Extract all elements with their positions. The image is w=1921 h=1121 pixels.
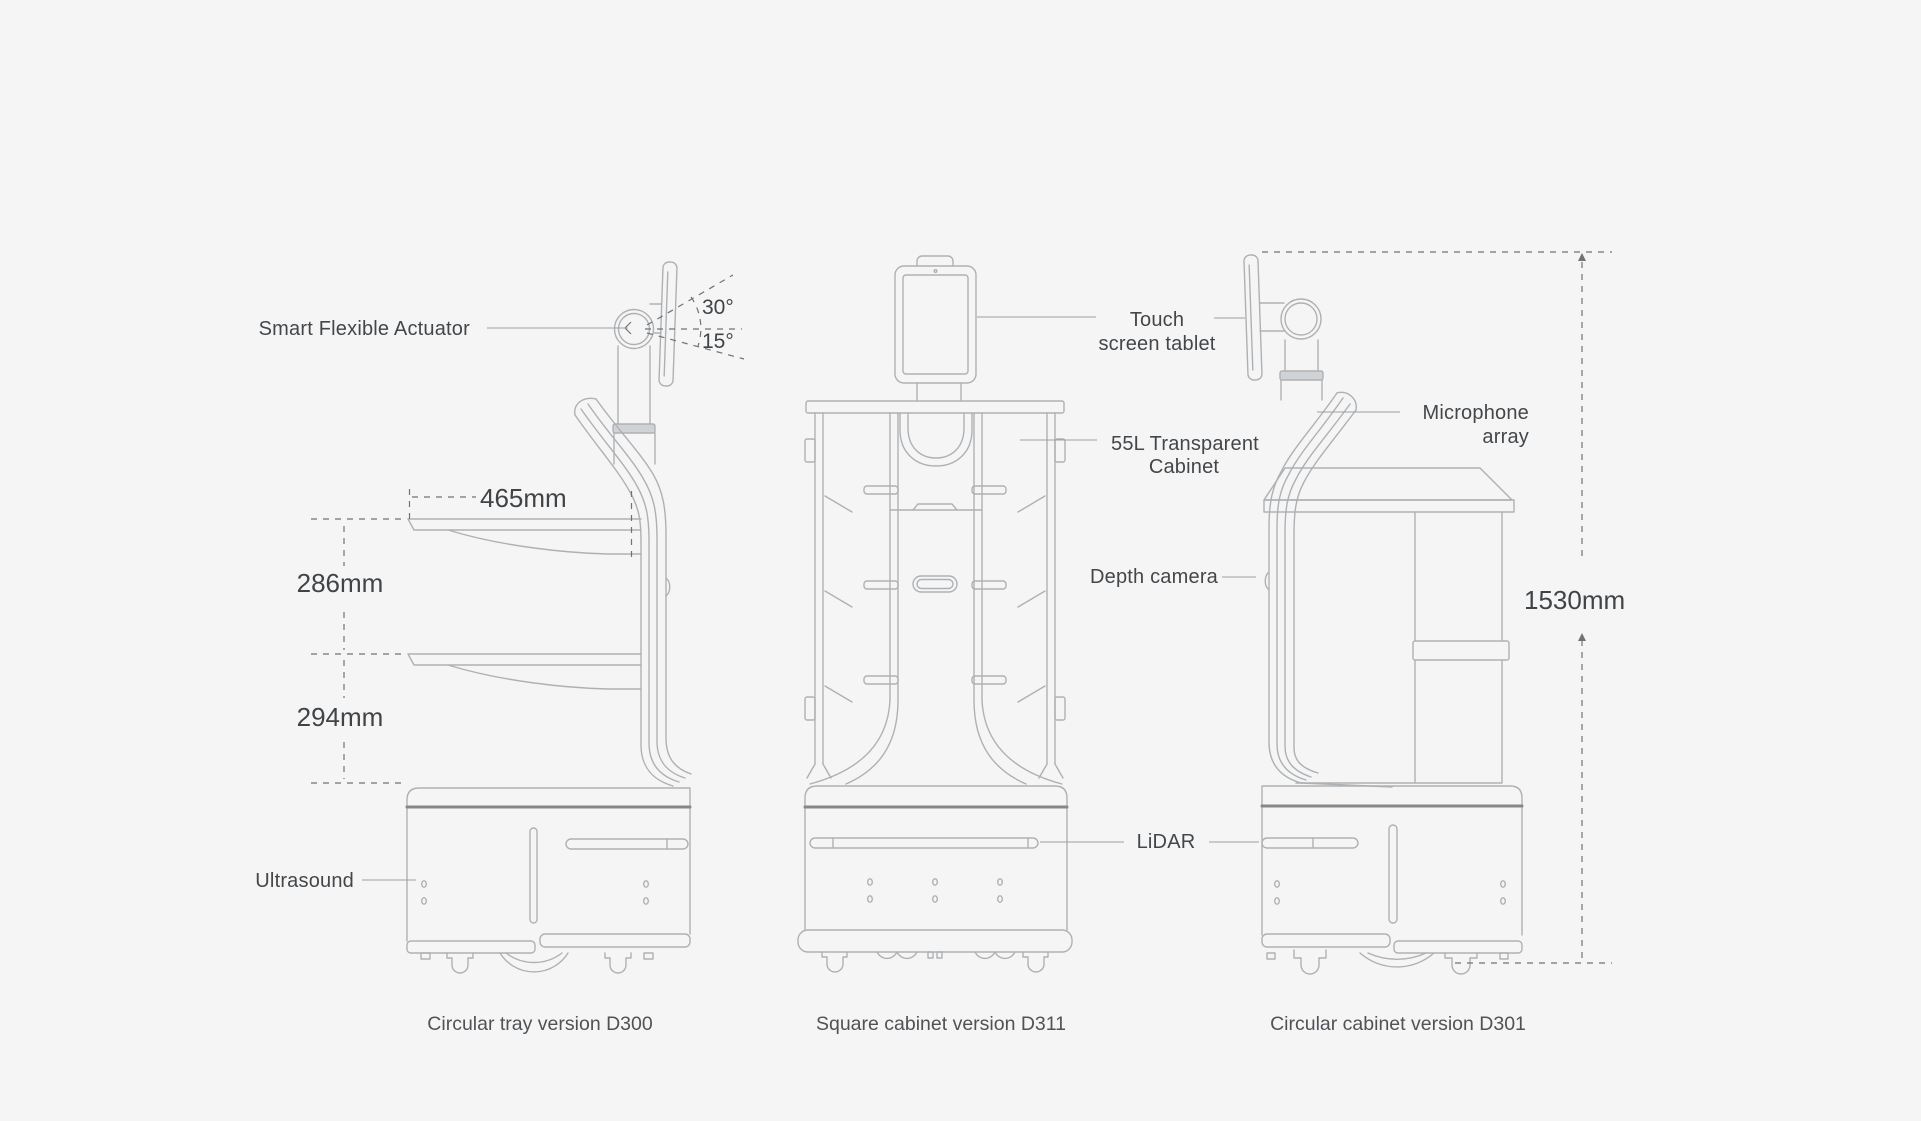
- dim-tray-gap-upper: 286mm: [296, 568, 384, 598]
- d300-tablet-icon: [659, 262, 677, 386]
- label-touch-screen-tablet-line1: Touch: [1129, 309, 1185, 331]
- d300-tray-lower: [408, 654, 641, 689]
- d301-back-spine-microphone-array: [1265, 392, 1392, 787]
- label-smart-flexible-actuator: Smart Flexible Actuator: [258, 318, 470, 340]
- d311-shelves: [825, 486, 1045, 702]
- d301-actuator-icon: [1281, 299, 1321, 339]
- label-ultrasound: Ultrasound: [255, 870, 354, 892]
- d311-depth-camera-icon: [913, 576, 957, 592]
- d301-tablet-icon: [1244, 255, 1262, 380]
- d301-handle: [1413, 641, 1509, 660]
- d301-lidar-slot: [1262, 838, 1358, 848]
- dim-tray-width: 465mm: [480, 483, 567, 513]
- label-lidar: LiDAR: [1136, 831, 1196, 853]
- label-microphone-array-line2: array: [1482, 426, 1529, 448]
- d300-tray-upper: [408, 519, 641, 554]
- robot-d301-drawing: [1244, 255, 1522, 974]
- caption-d311: Square cabinet version D311: [815, 1013, 1067, 1035]
- label-depth-camera: Depth camera: [1089, 566, 1218, 588]
- robot-d311-drawing: [798, 256, 1072, 972]
- d311-ultrasound-dots: [868, 879, 1003, 902]
- d301-cabinet: [1264, 468, 1514, 783]
- dim-robot-height: 1530mm: [1524, 585, 1626, 615]
- d301-ultrasound-dots: [1275, 881, 1506, 904]
- d300-base: [407, 788, 690, 973]
- d311-center-column: [810, 413, 1062, 784]
- d300-lidar-slot: [566, 839, 688, 849]
- label-tilt-down-angle: 15°: [702, 330, 734, 353]
- d311-lidar-slot: [810, 838, 1038, 848]
- label-55l-cabinet-line1: 55L Transparent: [1111, 433, 1259, 455]
- d300-ultrasound-dots: [422, 881, 649, 904]
- d311-cabinet-walls: [805, 413, 1065, 778]
- label-55l-cabinet-line2: Cabinet: [1148, 456, 1220, 478]
- label-tilt-up-angle: 30°: [702, 296, 734, 319]
- d300-back-spine: [575, 398, 691, 786]
- label-touch-screen-tablet-line2: screen tablet: [1098, 333, 1216, 355]
- d311-tablet-icon: [895, 256, 976, 383]
- d300-wheels-icon: [421, 953, 653, 973]
- d311-base: [798, 786, 1072, 972]
- robot-d300-drawing: [407, 262, 691, 973]
- label-microphone-array-line1: Microphone: [1422, 402, 1529, 424]
- caption-d301: Circular cabinet version D301: [1270, 1013, 1526, 1035]
- d311-wheels-icon: [822, 952, 1048, 972]
- d301-base: [1262, 786, 1522, 974]
- dim-tray-gap-lower: 294mm: [296, 702, 384, 732]
- caption-d300: Circular tray version D300: [427, 1013, 653, 1035]
